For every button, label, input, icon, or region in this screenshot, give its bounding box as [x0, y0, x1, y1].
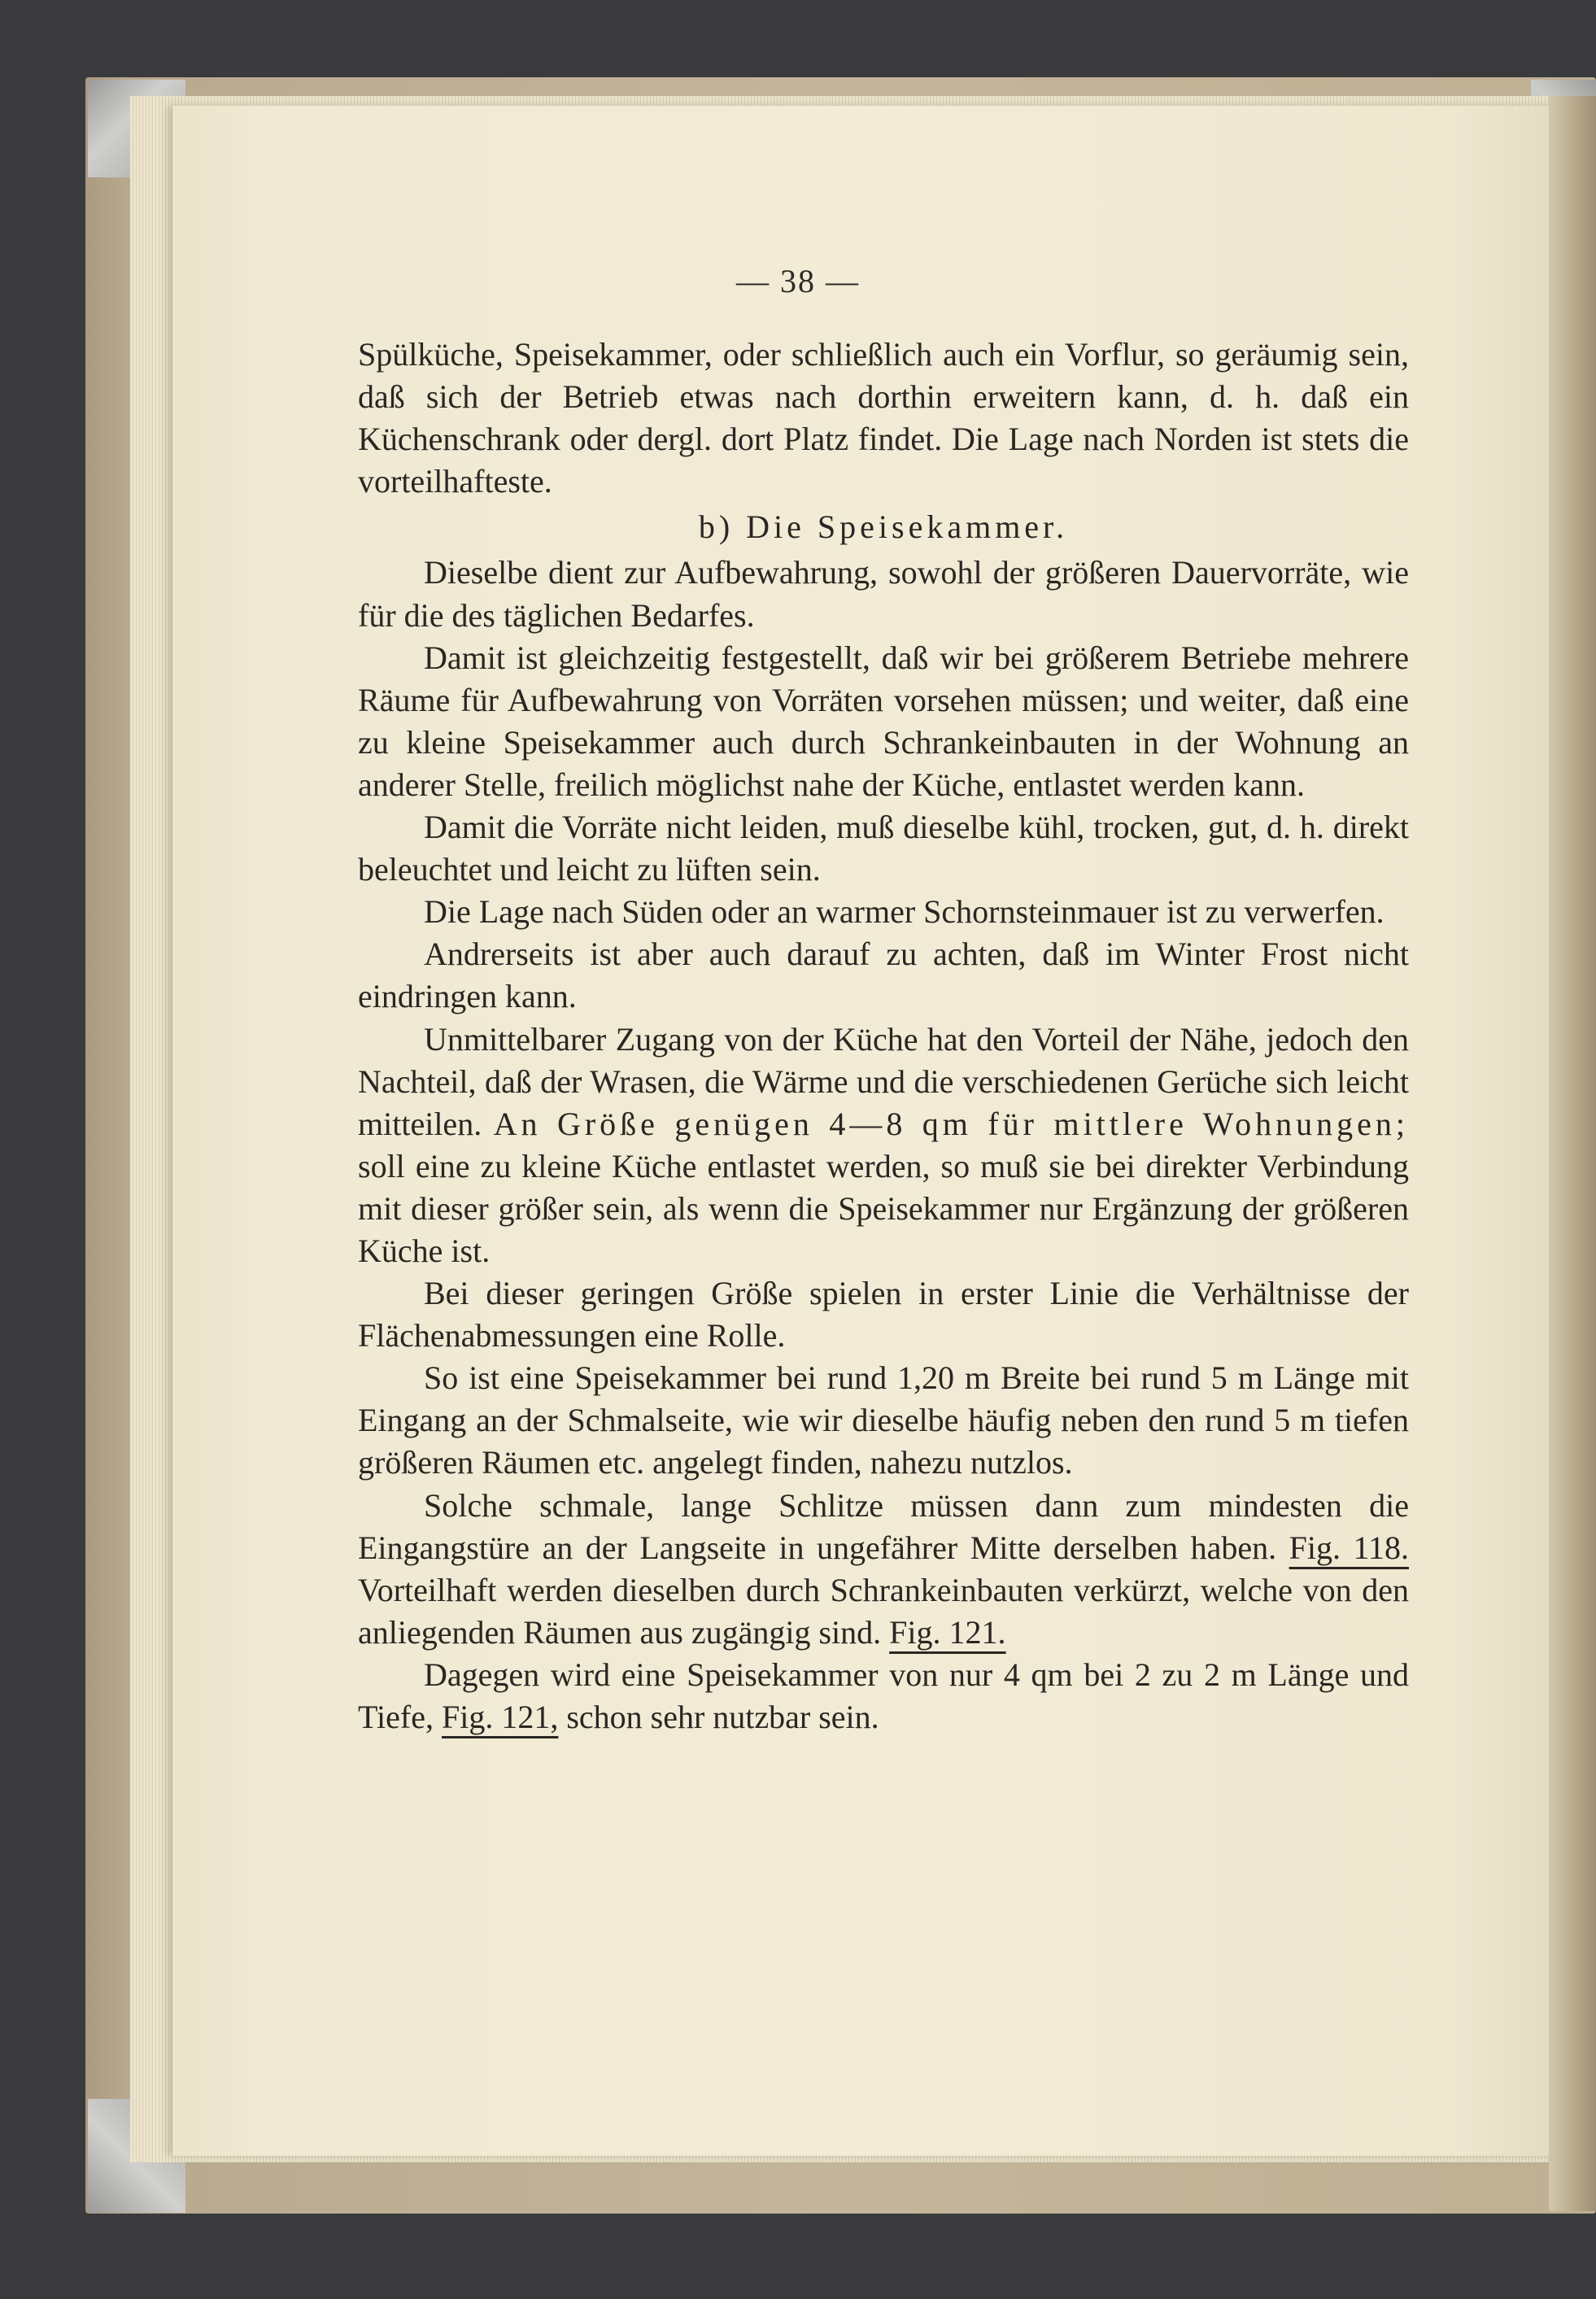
paragraph-6: Andrerseits ist aber auch darauf zu achten, daß im Winter Frost nicht eindringen kann. [358, 936, 1409, 1015]
figure-reference-118: Fig. 118. [1289, 1529, 1409, 1566]
section-heading: b) Die Speisekammer. [698, 508, 1069, 546]
paragraph-11-part-a: Dagegen wird eine Speisekammer von nur 4 qm bei 2 zu 2 m Länge und Tiefe, [358, 1656, 1409, 1735]
figure-reference-121: Fig. 121. [889, 1613, 1006, 1651]
paragraph-7-part-b: soll eine zu kleine Küche entlastet werden, so muß sie bei direkter Verbindung mit dieser größer sein, als wenn die Speisekammer nur Ergänzung der größeren Küche ist. [358, 1147, 1409, 1269]
paragraph-5: Die Lage nach Süden oder an warmer Schornsteinmauer ist zu verwerfen. [424, 893, 1385, 931]
paragraph-1: Spülküche, Speisekammer, oder schließlich auch ein Vorflur, so geräumig sein, daß sich der Betrieb etwas nach dorthin erweitern kann, d. h. daß ein Küchenschrank oder dergl. dort Platz findet. Die Lage nach Norden ist stets die vorteilhafteste. [358, 336, 1409, 500]
paragraph-8: Bei dieser geringen Größe spielen in erster Linie die Verhältnisse der Flächenabmessungen eine Rolle. [358, 1275, 1409, 1355]
paragraph-7 [358, 1019, 1409, 1273]
paragraph-10 [358, 1485, 1409, 1654]
paragraph-11 [358, 1654, 1409, 1738]
paragraph-4: Damit die Vorräte nicht leiden, muß dieselbe kühl, trocken, gut, d. h. direkt beleuchtet und leicht zu lüften sein. [358, 809, 1409, 888]
figure-reference-121-second: Fig. 121, [441, 1699, 559, 1735]
page-body [358, 334, 1409, 1738]
paragraph-9: So ist eine Speisekammer bei rund 1,20 m Breite bei rund 5 m Länge mit Eingang an der Schmalseite, wie wir dieselbe häufig neben den rund 5 m tiefen größeren Räumen etc. angelegt finden, nahezu nutzlos. [358, 1359, 1409, 1481]
page-number: — 38 — [736, 263, 860, 299]
paragraph-10-part-a: Solche schmale, lange Schlitze müssen dann zum mindesten die Eingangstüre an der Langseite in ungefährer Mitte derselben haben. [358, 1486, 1409, 1566]
paragraph-7-part-a: Unmittelbarer Zugang von der Küche hat den Vorteil der Nähe, jedoch den Nachteil, daß der Wrasen, die Wärme und die verschiedenen Gerüche sich leicht mitteilen. [358, 1020, 1409, 1142]
paragraph-11-part-b: schon sehr nutzbar sein. [566, 1699, 879, 1735]
book-spine-gutter [1549, 96, 1596, 2211]
paragraph-2: Dieselbe dient zur Aufbewahrung, sowohl der größeren Dauervorräte, wie für die des täglichen Bedarfes. [358, 554, 1409, 634]
paragraph-7-emphasis: An Größe genügen 4—8 qm für mittlere Wohnungen; [493, 1105, 1409, 1142]
paragraph-3: Damit ist gleichzeitig festgestellt, daß wir bei größerem Betriebe mehrere Räume für Aufbewahrung von Vorräten vorsehen müssen; und weiter, daß eine zu kleine Speisekammer auch durch Schrankeinbauten in der Wohnung an anderer Stelle, freilich möglichst nahe der Küche, entlastet werden kann. [358, 639, 1409, 803]
paragraph-10-part-b: Vorteilhaft werden dieselben durch Schrankeinbauten verkürzt, welche von den anliegenden Räumen aus zugängig sind. [358, 1571, 1409, 1651]
